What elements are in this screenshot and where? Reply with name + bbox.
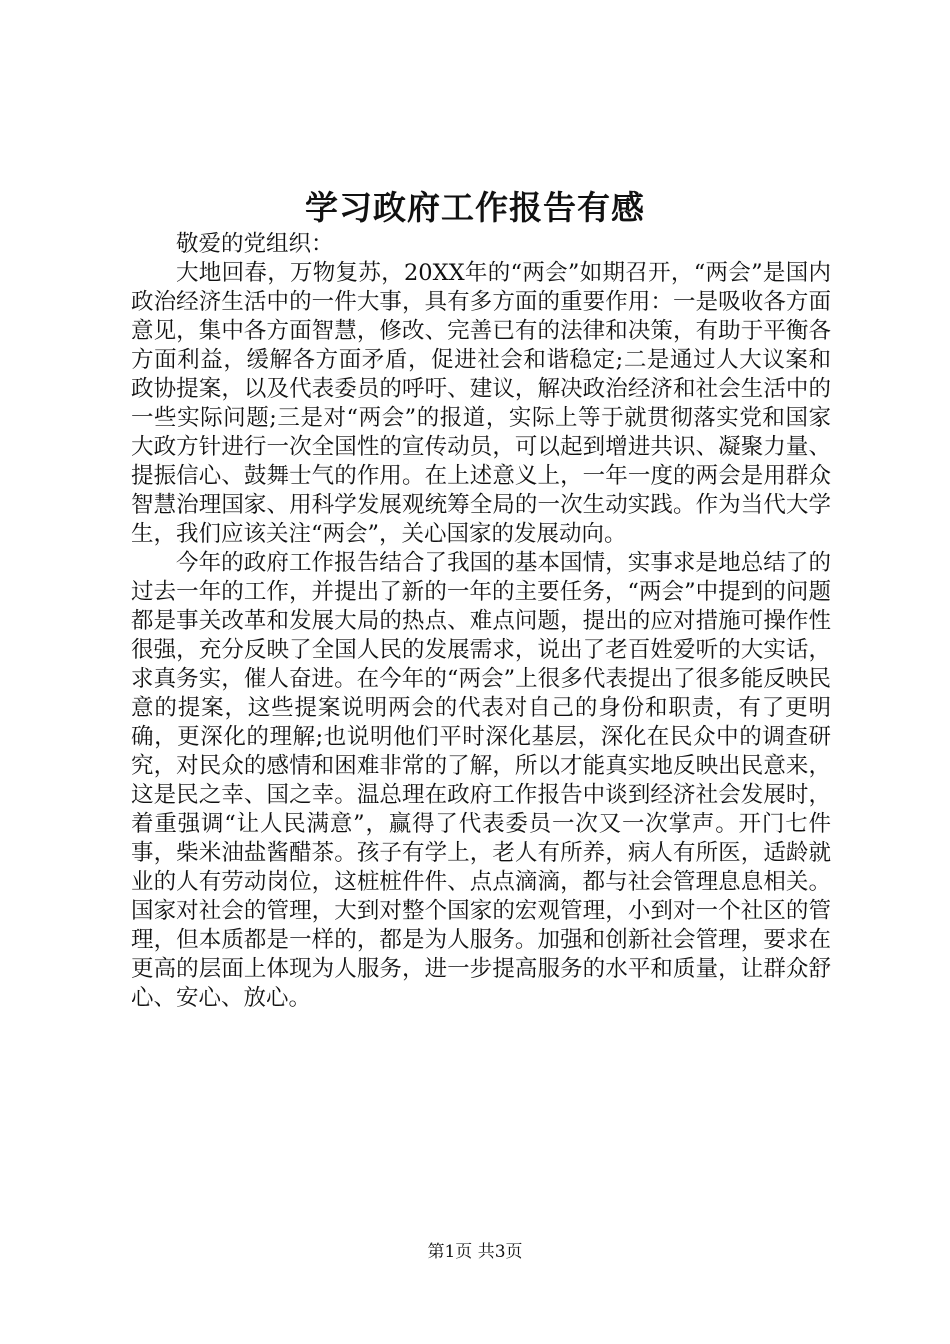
- salutation: 敬爱的党组织：: [176, 231, 334, 257]
- page-number-footer: 第1页 共3页: [427, 1242, 523, 1262]
- document-body: [131, 230, 831, 1013]
- paragraph-1: 大地回春，万物复苏，20XX年的“两会”如期召开，“两会”是国内政治经济生活中的一件大事，具有多方面的重要作用：一是吸收各方面意见，集中各方面智慧，修改、完善已有的法律和决策，有助于平衡各方面利益，缓解各方面矛盾，促进社会和谐稳定;二是通过人大议案和政协提案，以及代表委员的呼吁、建议，解决政治经济和社会生活中的一些实际问题;三是对“两会”的报道，实际上等于就贯彻落实党和国家大政方针进行一次全国性的宣传动员，可以起到增进共识、凝聚力量、提振信心、鼓舞士气的作用。在上述意义上，一年一度的两会是用群众智慧治理国家、用科学发展观统筹全局的一次生动实践。作为当代大学生，我们应该关注“两会”，关心国家的发展动向。: [131, 260, 831, 547]
- document-title: 学习政府工作报告有感: [305, 188, 645, 227]
- paragraph-2: 今年的政府工作报告结合了我国的基本国情，实事求是地总结了的过去一年的工作，并提出了新的一年的主要任务，“两会”中提到的问题都是事关改革和发展大局的热点、难点问题，提出的应对措施可操作性很强，充分反映了全国人民的发展需求，说出了老百姓爱听的大实话，求真务实，催人奋进。在今年的“两会”上很多代表提出了很多能反映民意的提案，这些提案说明两会的代表对自己的身份和职责，有了更明确，更深化的理解;也说明他们平时深化基层，深化在民众中的调查研究，对民众的感情和困难非常的了解，所以才能真实地反映出民意来，这是民之幸、国之幸。温总理在政府工作报告中谈到经济社会发展时，着重强调“让人民满意”，赢得了代表委员一次又一次掌声。开门七件事，柴米油盐酱醋茶。孩子有学上，老人有所养，病人有所医，适龄就业的人有劳动岗位，这桩桩件件、点点滴滴，都与社会管理息息相关。国家对社会的管理，大到对整个国家的宏观管理，小到对一个社区的管理，但本质都是一样的，都是为人服务。加强和创新社会管理，要求在更高的层面上体现为人服务，进一步提高服务的水平和质量，让群众舒心、安心、放心。: [131, 550, 831, 1011]
